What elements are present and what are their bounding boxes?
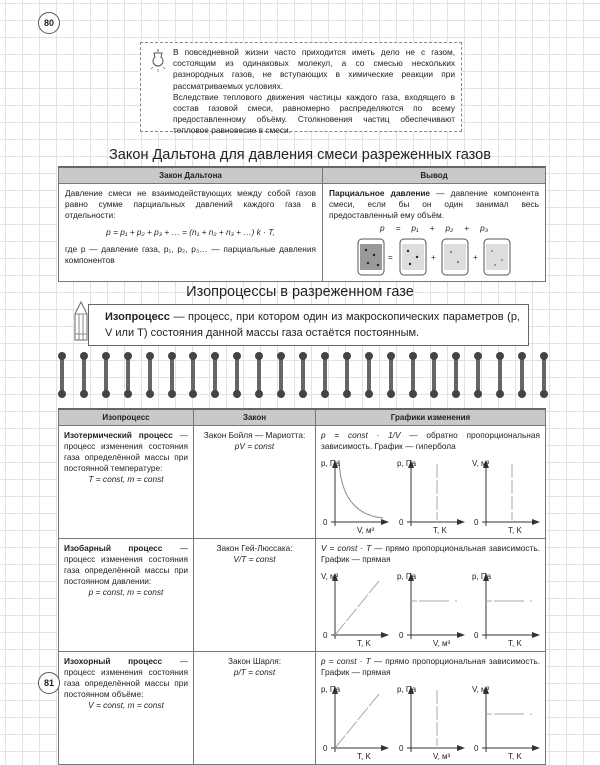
y-axis-label: p, Па	[396, 571, 416, 581]
law-formula: pV = const	[234, 440, 275, 451]
spiral-ring	[474, 352, 482, 398]
spiral-ring	[124, 352, 132, 398]
table-row	[59, 651, 546, 764]
dalton-law-text: Давление смеси не взаимодействующих между собой газов равно сумме парциальных давлений каждого газа в отдельности:	[65, 187, 316, 220]
info-box	[140, 42, 462, 136]
origin-label: 0	[323, 517, 328, 527]
graph	[472, 454, 540, 534]
graph	[397, 680, 465, 760]
op-symbol: +	[473, 252, 478, 262]
lightbulb-icon	[149, 47, 167, 73]
y-axis-label: p, Па	[396, 458, 416, 468]
formula-term: +	[464, 222, 470, 233]
gas-cylinders-diagram	[354, 235, 514, 277]
process-conditions: p = const, m = const	[88, 586, 164, 597]
info-paragraph-1: В повседневной жизни часто приходится иметь дело не с газом, состоящим из одинаковых молекул, а со смесью нескольких разнородных газов, не вступающих в химические реакции при рассматриваемых условиях.	[173, 47, 455, 91]
spiral-ring	[430, 352, 438, 398]
partial-pressure-formula	[329, 223, 539, 234]
x-axis-label: V, м³	[432, 638, 450, 647]
isoprocess-definition-box	[88, 304, 529, 346]
x-axis-label: T, K	[432, 525, 447, 534]
formula-term: p₃	[480, 222, 489, 233]
conclusion-col-header: Вывод	[323, 167, 546, 183]
partial-pressure-term: Парциальное давление	[329, 187, 431, 198]
spiral-ring	[299, 352, 307, 398]
process-name: Изотермический процесс	[64, 429, 173, 440]
origin-label: 0	[398, 630, 403, 640]
x-axis-label: T, K	[508, 525, 522, 534]
spiral-ring	[277, 352, 285, 398]
process-description: — процесс изменения состояния газа определённой массы при постоянном объёме:	[64, 655, 188, 699]
spiral-ring	[189, 352, 197, 398]
dalton-heading: Закон Дальтона для давления смеси разреженных газов	[109, 147, 491, 163]
origin-label: 0	[474, 743, 479, 753]
spiral-ring	[102, 352, 110, 398]
graph	[321, 567, 389, 647]
law-formula: V/T = const	[233, 553, 276, 564]
y-axis-label: V, м³	[472, 684, 490, 694]
origin-label: 0	[323, 630, 328, 640]
dalton-table	[58, 166, 546, 282]
col-header-graphs: Графики изменения	[316, 409, 546, 425]
origin-label: 0	[474, 517, 479, 527]
x-axis-label: V, м³	[432, 751, 450, 760]
table-row	[59, 425, 546, 538]
y-axis-label: p, Па	[321, 458, 341, 468]
y-axis-label: V, м³	[321, 571, 339, 581]
spiral-ring	[168, 352, 176, 398]
law-name: Закон Гей-Люссака:	[216, 542, 293, 553]
graph	[321, 454, 389, 534]
spiral-ring	[387, 352, 395, 398]
partial-pressure-definition: — давление компонента смеси, если бы он один занимал весь предоставленный ему объём.	[329, 187, 539, 220]
graph-formula: p = const · 1/V	[321, 429, 401, 440]
dalton-formula: p = p₁ + p₂ + p₃ + … = (n₁ + n₂ + n₃ + …) k · T,	[106, 226, 275, 237]
col-header-isoprocess: Изопроцесс	[59, 409, 194, 425]
law-name: Закон Шарля:	[227, 655, 282, 666]
spiral-ring	[321, 352, 329, 398]
spiral-ring	[518, 352, 526, 398]
graph	[472, 680, 540, 760]
graph	[472, 567, 540, 647]
dalton-col-header: Закон Дальтона	[59, 167, 323, 183]
spiral-ring	[211, 352, 219, 398]
graph-description: — прямо пропорциональная зависимость. График — прямая	[321, 655, 540, 677]
formula-term: +	[429, 222, 435, 233]
x-axis-label: T, K	[508, 751, 522, 760]
y-axis-label: p, Па	[321, 684, 341, 694]
process-name: Изобарный процесс	[64, 542, 163, 553]
x-axis-label: T, K	[357, 751, 371, 760]
formula-term: p	[379, 222, 385, 233]
isoprocess-heading: Изопроцессы в разреженном газе	[186, 284, 414, 300]
x-axis-label: T, K	[357, 638, 371, 647]
origin-label: 0	[323, 743, 328, 753]
op-symbol: +	[431, 252, 436, 262]
formula-term: =	[395, 222, 401, 233]
isoprocess-table	[58, 408, 546, 765]
x-axis-label: T, K	[508, 638, 522, 647]
formula-term: p₁	[411, 222, 419, 233]
spiral-ring	[343, 352, 351, 398]
spiral-ring	[58, 352, 66, 398]
process-conditions: V = const, m = const	[88, 699, 164, 710]
y-axis-label: p, Па	[472, 571, 492, 581]
op-symbol: =	[388, 252, 393, 262]
y-axis-label: V, м³	[472, 458, 490, 468]
table-row	[59, 538, 546, 651]
spiral-ring	[540, 352, 548, 398]
law-formula: p/T = const	[233, 666, 276, 677]
graph-description: — обратно пропорциональная зависимость. График — гипербола	[321, 429, 540, 451]
col-header-law: Закон	[194, 409, 316, 425]
graph	[321, 680, 389, 760]
origin-label: 0	[398, 517, 403, 527]
page-number-bottom: 81	[38, 672, 60, 694]
formula-term: p₂	[445, 222, 454, 233]
info-paragraph-2: Вследствие теплового движения частицы каждого газа, входящего в состав газовой смеси, равномерно распределяются по всему предоставленному объёму. Столкновения частиц обеспечивают тепловое равновесие в смеси.	[173, 91, 455, 136]
dalton-where-text: где p — давление газа, p₁, p₂, p₃… — парциальные давления компонентов	[65, 243, 316, 265]
graph-formula: p = const · T	[321, 655, 371, 666]
page-number-top: 80	[38, 12, 60, 34]
law-name: Закон Бойля — Мариотта:	[203, 429, 306, 440]
y-axis-label: p, Па	[396, 684, 416, 694]
notebook-spiral	[58, 352, 548, 398]
isoprocess-definition: — процесс, при котором один из макроскопических параметров (p, V или T) состояния данной массы газа остаётся постоянным.	[105, 311, 520, 339]
process-conditions: T = const, m = const	[88, 473, 164, 484]
process-description: — процесс изменения состояния газа определённой массы при постоянном давлении:	[64, 542, 188, 586]
spiral-ring	[365, 352, 373, 398]
spiral-ring	[233, 352, 241, 398]
graph-description: — прямо пропорциональная зависимость. График — прямая	[321, 542, 540, 564]
process-name: Изохорный процесс	[64, 655, 163, 666]
graph-formula: V = const · T	[321, 542, 372, 553]
origin-label: 0	[474, 630, 479, 640]
process-description: — процесс изменения состояния газа определённой массы при постоянной температуре:	[64, 429, 188, 473]
spiral-ring	[255, 352, 263, 398]
spiral-ring	[80, 352, 88, 398]
graph	[397, 454, 465, 534]
spiral-ring	[409, 352, 417, 398]
spiral-ring	[496, 352, 504, 398]
x-axis-label: V, м³	[357, 525, 375, 534]
origin-label: 0	[398, 743, 403, 753]
spiral-ring	[452, 352, 460, 398]
graph	[397, 567, 465, 647]
isoprocess-term: Изопроцесс	[105, 311, 170, 323]
spiral-ring	[146, 352, 154, 398]
